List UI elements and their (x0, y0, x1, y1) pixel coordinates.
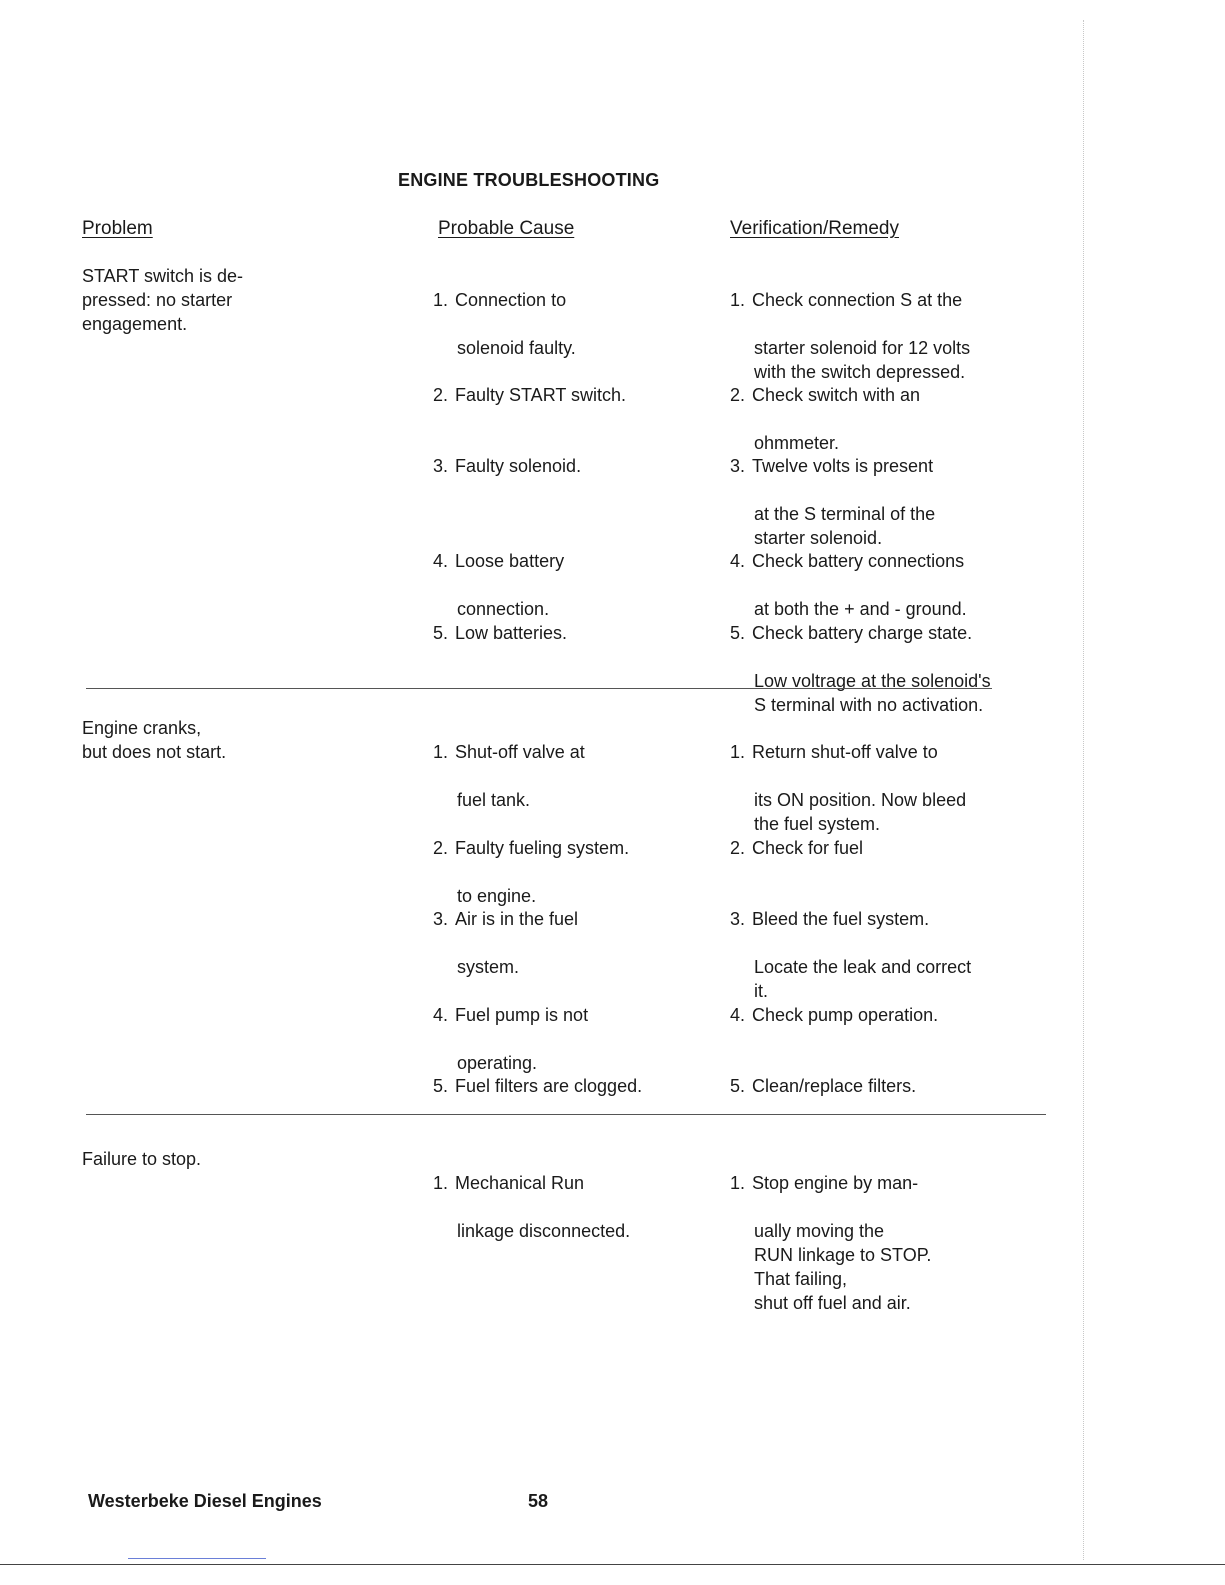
cause-text: Shut-off valve at (455, 742, 585, 762)
remedy-text-continued: at both the + and - ground. (754, 599, 967, 619)
remedy-text: Check battery connections (752, 551, 965, 571)
item-number: 4. (433, 1005, 449, 1025)
item-number: 3. (730, 456, 746, 476)
cause-item (433, 1147, 703, 1267)
item-number: 4. (730, 1005, 746, 1025)
cause-text: Faulty solenoid. (455, 456, 582, 476)
cause-text: Low batteries. (455, 623, 568, 643)
remedy-text-continued: starter solenoid for 12 volts with the switch depressed. (754, 338, 971, 382)
scan-margin-line (1083, 20, 1084, 1560)
remedy-text-continued: its ON position. Now bleed the fuel system. (754, 790, 967, 834)
cause-text: Fuel pump is not (455, 1005, 589, 1025)
remedy-text: Check pump operation. (752, 1005, 939, 1025)
column-header-probable-cause: Probable Cause (438, 218, 575, 239)
cause-text-continued: linkage disconnected. (457, 1221, 631, 1241)
cause-text-continued: operating. (457, 1053, 538, 1073)
item-number: 4. (433, 551, 449, 571)
cause-text: Fuel filters are clogged. (455, 1076, 643, 1096)
item-number: 5. (730, 1076, 746, 1096)
item-number: 3. (433, 456, 449, 476)
footer-company: Westerbeke Diesel Engines (88, 1491, 322, 1511)
item-number: 1. (730, 742, 746, 762)
remedy-text: Bleed the fuel system. (752, 909, 930, 929)
remedy-text-continued: ohmmeter. (754, 433, 840, 453)
cause-text-continued: system. (457, 957, 520, 977)
column-header-problem: Problem (82, 218, 153, 239)
cause-text-continued: solenoid faulty. (457, 338, 576, 358)
remedy-text-continued: at the S terminal of the starter solenoid. (754, 504, 936, 548)
item-number: 5. (730, 623, 746, 643)
remedy-text: Stop engine by man- (752, 1173, 919, 1193)
cause-text-continued: connection. (457, 599, 550, 619)
column-header-verification-remedy: Verification/Remedy (730, 218, 899, 239)
item-number: 4. (730, 551, 746, 571)
scan-blue-mark (128, 1558, 266, 1559)
cause-item (433, 1050, 703, 1146)
cause-text-continued: fuel tank. (457, 790, 531, 810)
item-number: 2. (730, 385, 746, 405)
cause-item (433, 430, 703, 526)
page-bottom-edge (0, 1564, 1225, 1565)
item-number: 2. (730, 838, 746, 858)
item-number: 1. (730, 290, 746, 310)
page-number: 58 (528, 1491, 549, 1511)
section-divider (86, 688, 992, 689)
remedy-text: Return shut-off valve to (752, 742, 938, 762)
problem-text: START switch is de- pressed: no starter engagement. (82, 266, 244, 334)
cause-item (433, 597, 703, 693)
cause-text: Connection to (455, 290, 567, 310)
cause-text: Faulty fueling system. (455, 838, 630, 858)
remedy-text-continued: Low voltrage at the solenoid's S terminal with no activation. (754, 671, 991, 715)
remedy-item (730, 1147, 1050, 1339)
remedy-text: Check for fuel (752, 838, 864, 858)
item-number: 1. (433, 742, 449, 762)
problem-text: Engine cranks, but does not start. (82, 718, 227, 762)
item-number: 1. (730, 1173, 746, 1193)
remedy-item (730, 1050, 1050, 1146)
section-divider (86, 1114, 1046, 1115)
item-number: 1. (433, 290, 449, 310)
cause-text: Mechanical Run (455, 1173, 585, 1193)
item-number: 2. (433, 385, 449, 405)
cause-text-continued: to engine. (457, 886, 537, 906)
remedy-text: Clean/replace filters. (752, 1076, 917, 1096)
cause-text: Loose battery (455, 551, 565, 571)
remedy-text-continued: Locate the leak and correct it. (754, 957, 972, 1001)
page-title: ENGINE TROUBLESHOOTING (398, 170, 660, 190)
remedy-text-continued: ually moving the RUN linkage to STOP. That failing, shut off fuel and air. (754, 1221, 932, 1313)
cause-text: Faulty START switch. (455, 385, 627, 405)
remedy-text: Check connection S at the (752, 290, 963, 310)
remedy-text: Check battery charge state. (752, 623, 973, 643)
item-number: 2. (433, 838, 449, 858)
item-number: 5. (433, 1076, 449, 1096)
item-number: 3. (730, 909, 746, 929)
cause-text: Air is in the fuel (455, 909, 579, 929)
item-number: 3. (433, 909, 449, 929)
remedy-text: Twelve volts is present (752, 456, 934, 476)
remedy-text: Check switch with an (752, 385, 921, 405)
item-number: 1. (433, 1173, 449, 1193)
problem-text: Failure to stop. (82, 1149, 202, 1169)
item-number: 5. (433, 623, 449, 643)
